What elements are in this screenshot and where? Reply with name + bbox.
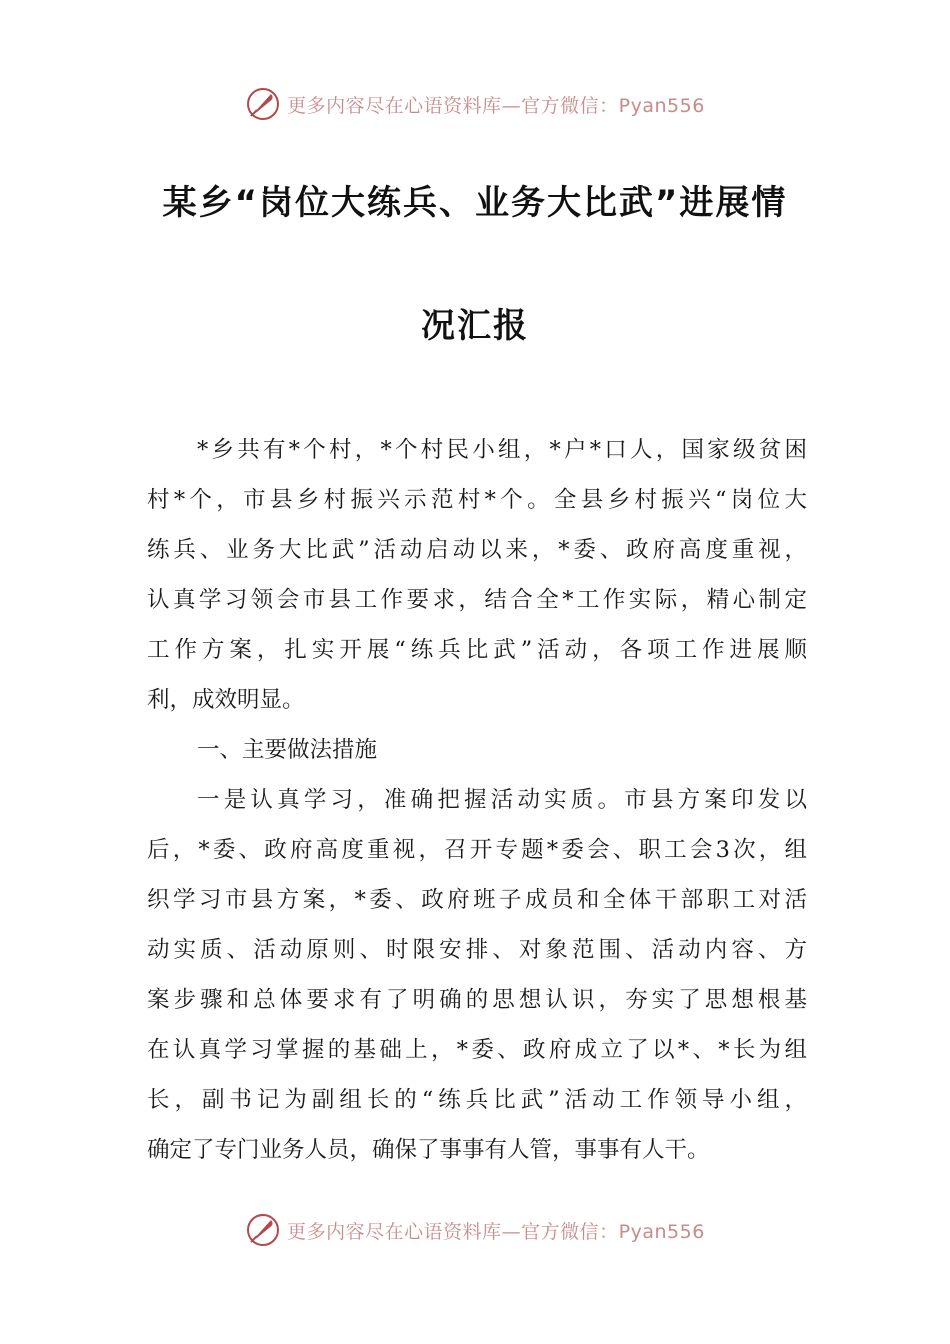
document-body <box>147 425 807 1175</box>
document-title-line-1: 某乡“岗位大练兵、业务大比武”进展情 <box>162 183 788 223</box>
paragraph-1-line: 认真学习领会市县工作要求，结合全*工作实际，精心制定 <box>147 587 807 613</box>
paragraph-2-line: 长，副书记为副组长的“练兵比武”活动工作领导小组， <box>147 1087 807 1113</box>
section-heading: 一、主要做法措施 <box>197 737 378 763</box>
document-title-line-2: 况汇报 <box>421 306 529 346</box>
watermark-id: Pyan556 <box>618 1220 705 1243</box>
paragraph-1-line: 练兵、业务大比武”活动启动以来，*委、政府高度重视， <box>147 537 807 563</box>
paragraph-1-line: 利，成效明显。 <box>147 687 305 713</box>
watermark-text: 更多内容尽在心语资料库—官方微信：Pyan556 <box>287 94 705 117</box>
paragraph-2-line: 后，*委、政府高度重视，召开专题*委会、职工会3次，组 <box>147 837 807 863</box>
paragraph-1-line: *乡共有*个村，*个村民小组，*户*口人，国家级贫困 <box>197 437 807 463</box>
paragraph-2-line: 织学习市县方案，*委、政府班子成员和全体干部职工对活 <box>147 887 807 913</box>
paragraph-2-line: 确定了专门业务人员，确保了事事有人管，事事有人干。 <box>147 1137 710 1163</box>
paragraph-2-line: 案步骤和总体要求有了明确的思想认识，夯实了思想根基 <box>147 987 807 1013</box>
paragraph-2-line: 在认真学习掌握的基础上，*委、政府成立了以*、*长为组 <box>147 1037 807 1063</box>
paragraph-2-line: 一是认真学习，准确把握活动实质。市县方案印发以 <box>197 787 807 813</box>
watermark-banner-bottom <box>0 1212 950 1248</box>
paragraph-1-line: 村*个，市县乡村振兴示范村*个。全县乡村振兴“岗位大 <box>147 487 807 513</box>
quill-logo-icon <box>245 1212 281 1248</box>
quill-logo-icon <box>245 86 281 122</box>
watermark-text: 更多内容尽在心语资料库—官方微信：Pyan556 <box>287 1220 705 1243</box>
paragraph-2-line: 动实质、活动原则、时限安排、对象范围、活动内容、方 <box>147 937 807 963</box>
paragraph-1-line: 工作方案，扎实开展“练兵比武”活动，各项工作进展顺 <box>147 637 807 663</box>
watermark-banner-top <box>0 86 950 122</box>
watermark-id: Pyan556 <box>618 94 705 117</box>
